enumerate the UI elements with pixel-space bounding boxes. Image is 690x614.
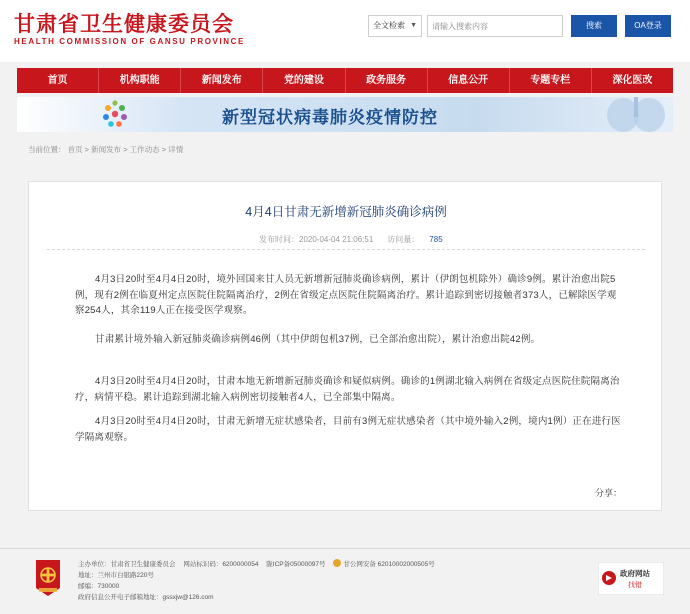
footer-postcode: 邮编：730000 xyxy=(78,583,120,590)
nav-item-home[interactable]: 首页 xyxy=(17,68,99,93)
publish-label: 发布时间： xyxy=(259,235,299,244)
site-subtitle: HEALTH COMMISSION OF GANSU PROVINCE xyxy=(14,37,245,46)
footer-police-record[interactable]: 甘公网安备 62010002000505号 xyxy=(343,561,435,568)
search-button[interactable]: 搜索 xyxy=(571,15,617,37)
footer-line-1 xyxy=(78,559,441,570)
article-title: 4月4日甘肃无新增新冠肺炎确诊病例 xyxy=(245,205,447,219)
footer-sponsor: 主办单位：甘肃省卫生健康委员会 xyxy=(78,561,176,568)
footer-site-code: 网站标识码：6200000054 xyxy=(183,561,259,568)
article-paragraph: 4月3日20时至4月4日20时，甘肃无新增无症状感染者，目前有3例无症状感染者（其中境外输入2例，境内1例）正在进行医学隔离观察。 xyxy=(75,416,621,443)
virus-logo-icon xyxy=(95,98,135,131)
views-label: 访问量： xyxy=(387,235,420,244)
nav-item-reform[interactable]: 深化医改 xyxy=(612,75,653,86)
search-input[interactable] xyxy=(427,15,563,37)
publish-time: 2020-04-04 21:06:51 xyxy=(299,235,374,244)
site-header xyxy=(0,0,690,62)
search-type-label: 全文检索 xyxy=(373,21,405,30)
badge-line-1: 政府网站 xyxy=(620,569,650,578)
footer-email: 政府信息公开电子邮箱地址：gssxjw@126.com xyxy=(78,594,214,601)
footer-icp[interactable]: 陇ICP备05000097号 xyxy=(266,561,326,568)
nav-item-news[interactable]: 新闻发布 xyxy=(181,68,263,93)
nav-item-topics[interactable]: 专题专栏 xyxy=(510,68,592,93)
article-paragraph: 4月3日20时至4月4日20时，境外回国来甘人员无新增新冠肺炎确诊病例，累计（伊朗包机除外）确诊9例。累计治愈出院5例，现有2例在临夏州定点医院住院隔离治疗，2例在省级定点医院住院隔离治疗。累计追踪到密切接触者373人，已解除医学观察254人，其余119人正在接受医学观察。 xyxy=(75,274,617,316)
chevron-down-icon: ▼ xyxy=(410,22,417,29)
lungs-decoration-icon xyxy=(553,97,673,132)
covid-banner[interactable] xyxy=(17,97,673,132)
divider xyxy=(47,249,645,250)
nav-item-disclosure[interactable]: 信息公开 xyxy=(428,68,510,93)
nav-item-services[interactable]: 政务服务 xyxy=(346,68,428,93)
police-badge-icon xyxy=(333,559,341,567)
article-meta xyxy=(259,234,443,245)
article-panel xyxy=(28,181,662,511)
site-title[interactable]: 甘肃省卫生健康委员会 xyxy=(14,11,234,36)
breadcrumb[interactable]: 当前位置： 首页 > 新闻发布 > 工作动态 > 详情 xyxy=(28,145,184,154)
footer-address: 地址：兰州市白银路220号 xyxy=(78,572,154,579)
site-footer xyxy=(0,548,690,614)
main-nav xyxy=(17,68,673,93)
article-paragraph: 4月3日20时至4月4日20时，甘肃本地无新增新冠肺炎确诊和疑似病例。确诊的1例湖北输入病例在省级定点医院住院隔离治疗，病情平稳。累计追踪到湖北输入病例密切接触者4人，已全部集中隔离。 xyxy=(75,376,620,403)
views-count: 785 xyxy=(429,235,443,244)
party-emblem-icon xyxy=(34,558,62,598)
footer-info xyxy=(78,559,441,603)
article-paragraph: 甘肃累计境外输入新冠肺炎确诊病例46例（其中伊朗包机37例，已全部治愈出院），累计治愈出院42例。 xyxy=(95,334,541,345)
gov-website-error-report-badge[interactable] xyxy=(598,562,664,595)
oa-login-button[interactable]: OA登录 xyxy=(625,15,671,37)
badge-line-2: 找错 xyxy=(628,582,642,589)
banner-title: 新型冠状病毒肺炎疫情防控 xyxy=(222,108,438,128)
search-type-select[interactable] xyxy=(368,15,422,37)
nav-item-party[interactable]: 党的建设 xyxy=(263,68,345,93)
share-label: 分享： xyxy=(595,488,623,498)
nav-item-organization[interactable]: 机构职能 xyxy=(99,68,181,93)
